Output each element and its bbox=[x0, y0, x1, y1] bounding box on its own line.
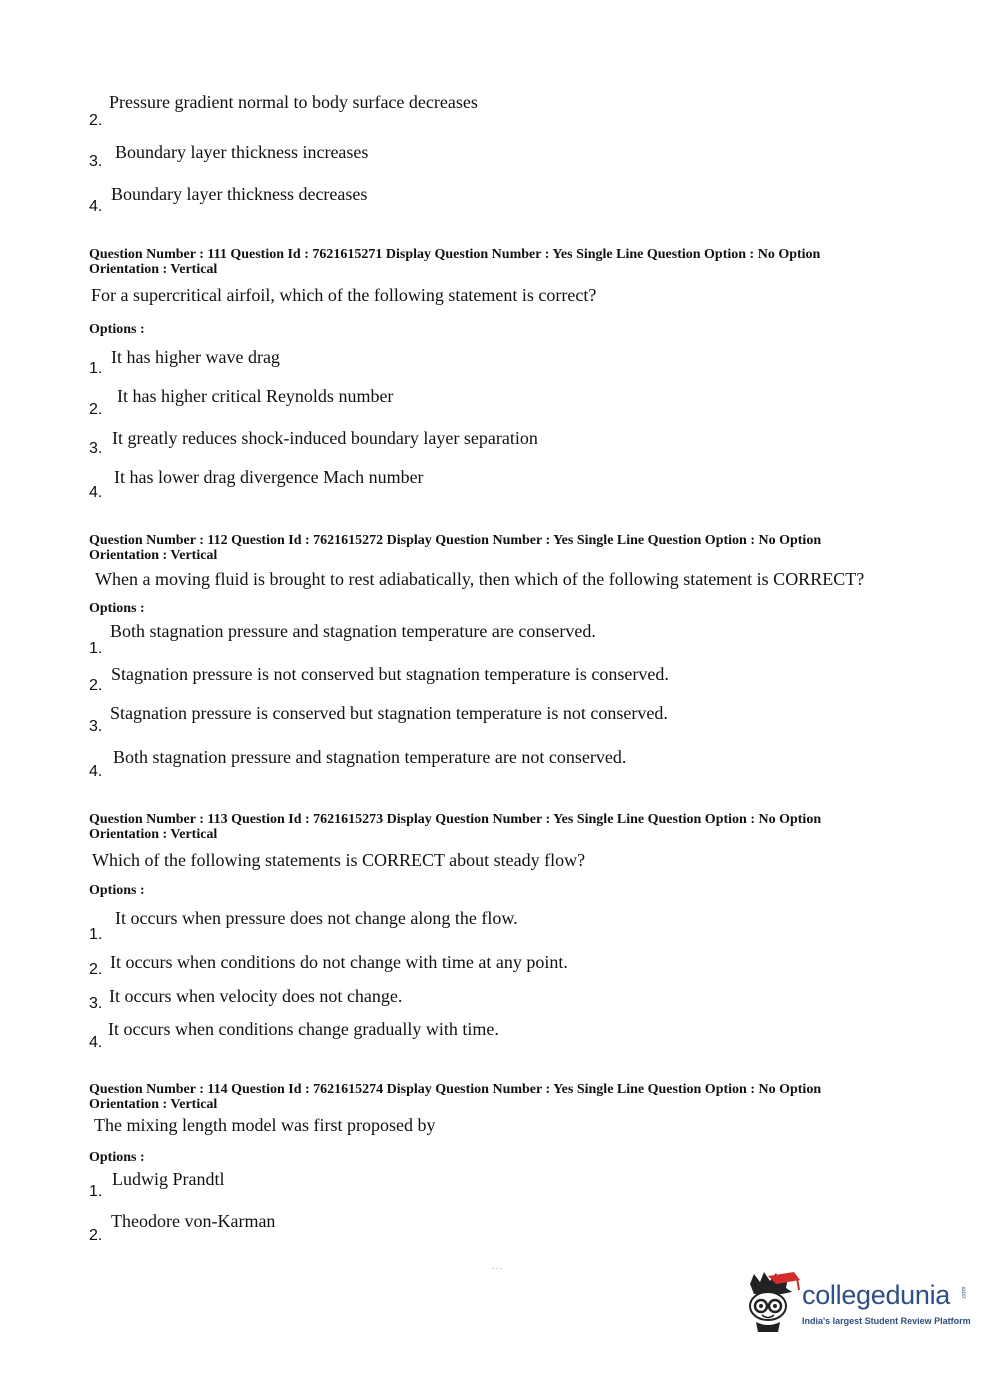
question-text: The mixing length model was first proposed by bbox=[94, 1115, 436, 1135]
option-number: 3. bbox=[89, 995, 103, 1012]
option-number: 1. bbox=[89, 926, 103, 943]
question-meta: Question Number : 114 Question Id : 7621615274 Display Question Number : Yes Single Line Question Option : No Option Orientation : Vertical bbox=[89, 1082, 822, 1112]
option-text: It occurs when pressure does not change along the flow. bbox=[115, 908, 518, 928]
option-number: 4. bbox=[89, 484, 103, 501]
option-text: Stagnation pressure is conserved but stagnation temperature is not conserved. bbox=[110, 703, 668, 723]
option-number: 3. bbox=[89, 153, 103, 170]
option-number: 4. bbox=[89, 763, 103, 780]
options-label: Options : bbox=[89, 322, 145, 337]
option-number: 2. bbox=[89, 677, 103, 694]
question-text: When a moving fluid is brought to rest adiabatically, then which of the following statement is CORRECT? bbox=[95, 569, 865, 589]
option-number: 2. bbox=[89, 1227, 103, 1244]
collegedunia-logo bbox=[742, 1270, 972, 1340]
option-text: Theodore von-Karman bbox=[111, 1211, 276, 1231]
option-number: 4. bbox=[89, 1034, 103, 1051]
brand-name: collegedunia bbox=[802, 1280, 951, 1310]
option-text: Boundary layer thickness decreases bbox=[111, 184, 368, 204]
option-number: 3. bbox=[89, 440, 103, 457]
option-number: 3. bbox=[89, 718, 103, 735]
options-label: Options : bbox=[89, 1150, 145, 1165]
question-text: For a supercritical airfoil, which of the following statement is correct? bbox=[91, 285, 597, 305]
option-text: It occurs when conditions do not change with time at any point. bbox=[110, 952, 568, 972]
question-meta: Question Number : 112 Question Id : 7621615272 Display Question Number : Yes Single Line Question Option : No Option Orientation : Vertical bbox=[89, 533, 822, 563]
option-number: 2. bbox=[89, 112, 103, 129]
option-number: 2. bbox=[89, 401, 103, 418]
option-text: It occurs when conditions change gradually with time. bbox=[108, 1019, 499, 1039]
option-text: It greatly reduces shock-induced boundary layer separation bbox=[112, 428, 538, 448]
option-number: 1. bbox=[89, 640, 103, 657]
option-number: 4. bbox=[89, 198, 103, 215]
brand-dotcom: .com bbox=[961, 1286, 968, 1300]
option-text: Both stagnation pressure and stagnation temperature are conserved. bbox=[110, 621, 596, 641]
option-text: It has higher wave drag bbox=[111, 347, 280, 367]
options-label: Options : bbox=[89, 601, 145, 616]
option-number: 2. bbox=[89, 961, 103, 978]
option-text: Ludwig Prandtl bbox=[112, 1169, 225, 1189]
question-text: Which of the following statements is CORRECT about steady flow? bbox=[92, 850, 586, 870]
option-text: It occurs when velocity does not change. bbox=[109, 986, 403, 1006]
brand-tagline: India's largest Student Review Platform bbox=[802, 1316, 971, 1326]
option-text: Boundary layer thickness increases bbox=[115, 142, 369, 162]
option-text: Both stagnation pressure and stagnation temperature are not conserved. bbox=[113, 747, 627, 767]
option-text: It has higher critical Reynolds number bbox=[117, 386, 394, 406]
question-meta: Question Number : 111 Question Id : 7621615271 Display Question Number : Yes Single Line Question Option : No Option Orientation : Vertical bbox=[89, 247, 821, 277]
options-label: Options : bbox=[89, 883, 145, 898]
option-number: 1. bbox=[89, 1183, 103, 1200]
mascot-icon bbox=[742, 1270, 802, 1340]
option-text: Stagnation pressure is not conserved but stagnation temperature is conserved. bbox=[111, 664, 669, 684]
option-text: It has lower drag divergence Mach number bbox=[114, 467, 424, 487]
option-text: Pressure gradient normal to body surface decreases bbox=[109, 92, 478, 112]
question-meta: Question Number : 113 Question Id : 7621615273 Display Question Number : Yes Single Line Question Option : No Option Orientation : Vertical bbox=[89, 812, 822, 842]
option-number: 1. bbox=[89, 360, 103, 377]
stray-dots: . . . bbox=[492, 1262, 502, 1271]
